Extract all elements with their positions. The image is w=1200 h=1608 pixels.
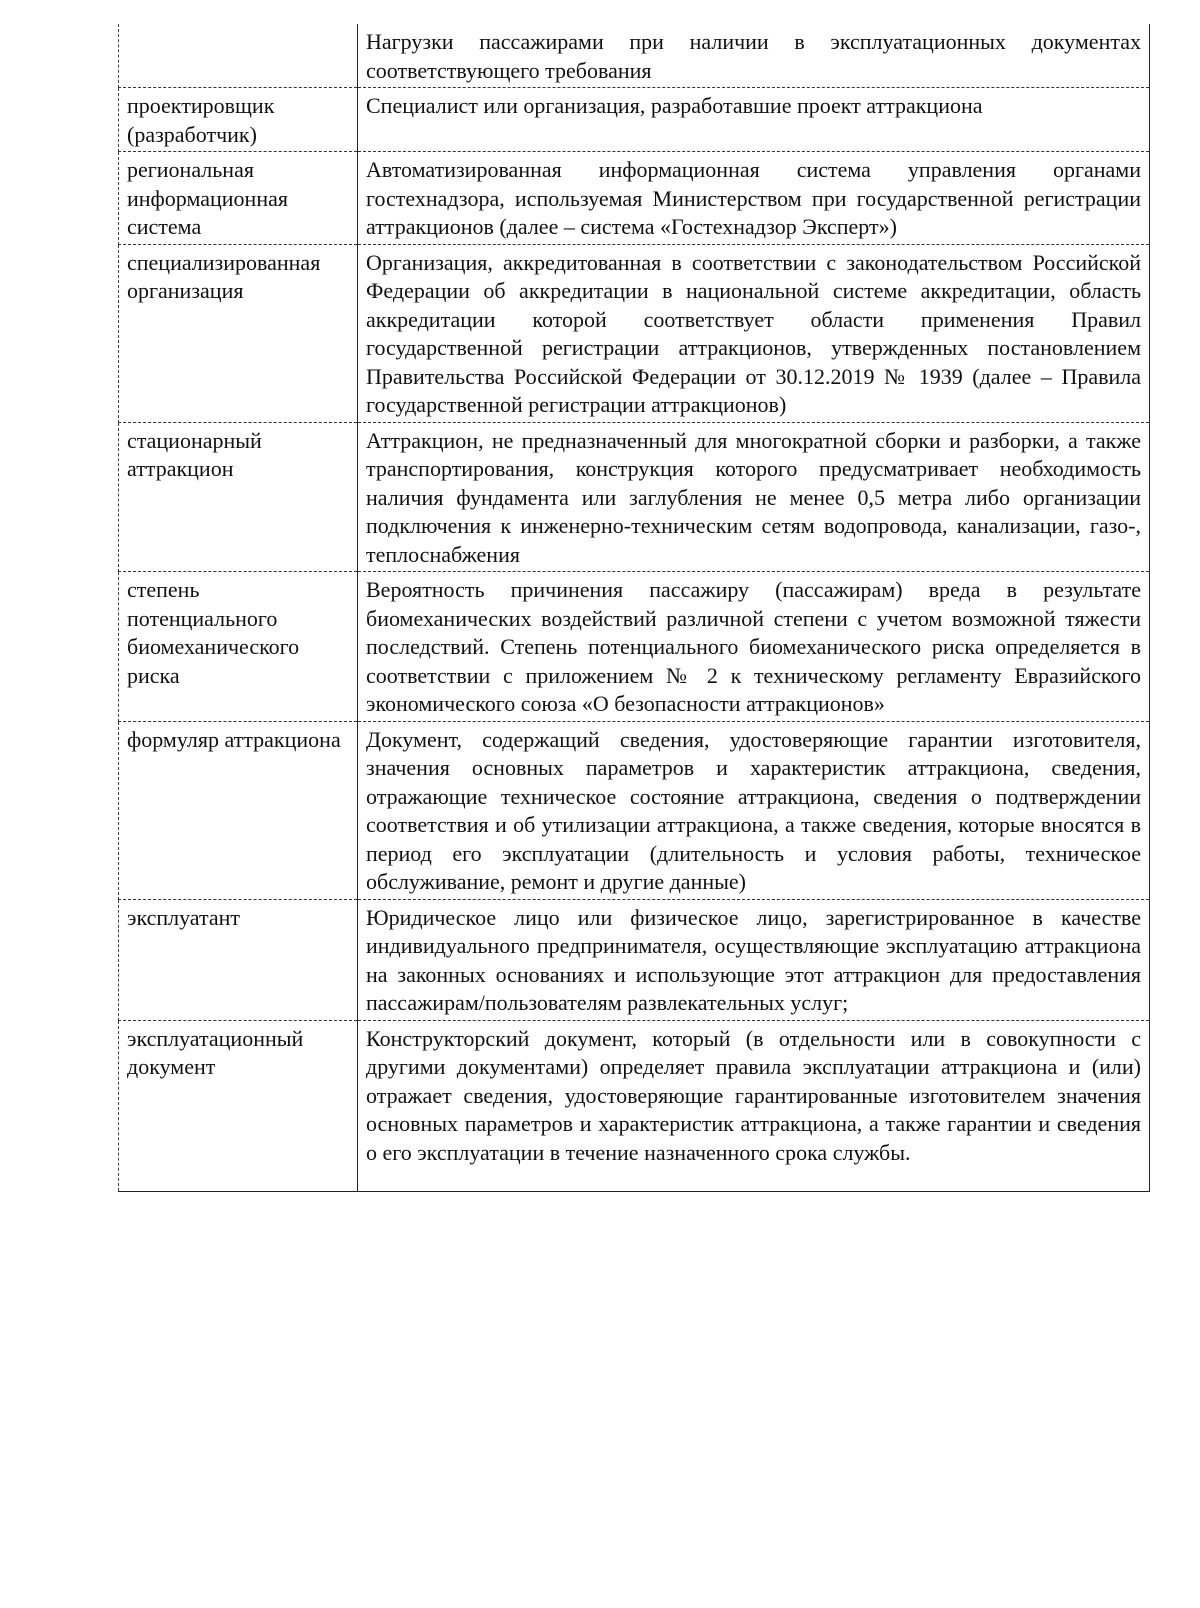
definition-cell: Специалист или организация, разработавшие проект аттракциона: [358, 88, 1150, 152]
definition-cell: Аттракцион, не предназначенный для многократной сборки и разборки, а также транспортирования, конструкция которого предусматривает необходимость наличия фундамента или заглубления не менее 0,5 метра либо организации подключения к инженерно-техническим сетям водопровода, канализации, газо-, теплоснабжения: [358, 422, 1150, 572]
term-cell: степень потенциального биомеханического риска: [119, 572, 358, 722]
table-row: [119, 422, 1150, 572]
term-cell: эксплуатант: [119, 899, 358, 1020]
table-row: [119, 244, 1150, 422]
definitions-table: [118, 24, 1150, 1192]
definition-cell: Вероятность причинения пассажиру (пассажирам) вреда в результате биомеханических воздействий различной степени с учетом возможной тяжести последствий. Степень потенциального биомеханического риска определяется в соответствии с приложением № 2 к техническому регламенту Евразийского экономического союза «О безопасности аттракционов»: [358, 572, 1150, 722]
term-cell: формуляр аттракциона: [119, 721, 358, 899]
definition-cell: Юридическое лицо или физическое лицо, зарегистрированное в качестве индивидуального предпринимателя, осуществляющие эксплуатацию аттракциона на законных основаниях и использующие этот аттракцион для предоставления пассажирам/пользователям развлекательных услуг;: [358, 899, 1150, 1020]
table-row: [119, 24, 1150, 88]
term-cell: региональная информационная система: [119, 152, 358, 245]
definition-cell: Организация, аккредитованная в соответствии с законодательством Российской Федерации об аккредитации в национальной системе аккредитации, область аккредитации которой соответствует области применения Правил государственной регистрации аттракционов, утвержденных постановлением Правительства Российской Федерации от 30.12.2019 № 1939 (далее – Правила государственной регистрации аттракционов): [358, 244, 1150, 422]
definition-cell: Нагрузки пассажирами при наличии в эксплуатационных документах соответствующего требования: [358, 24, 1150, 88]
term-cell: эксплуатационный документ: [119, 1020, 358, 1192]
term-cell: [119, 24, 358, 88]
term-cell: проектировщик (разработчик): [119, 88, 358, 152]
table-row: [119, 88, 1150, 152]
definition-cell: Документ, содержащий сведения, удостоверяющие гарантии изготовителя, значения основных параметров и характеристик аттракциона, сведения, отражающие техническое состояние аттракциона, сведения о подтверждении соответствия и об утилизации аттракциона, а также сведения, которые вносятся в период его эксплуатации (длительность и условия работы, техническое обслуживание, ремонт и другие данные): [358, 721, 1150, 899]
table-row: [119, 899, 1150, 1020]
table-row: [119, 152, 1150, 245]
definition-cell: Автоматизированная информационная система управления органами гостехнадзора, используемая Министерством при государственной регистрации аттракционов (далее – система «Гостехнадзор Эксперт»): [358, 152, 1150, 245]
table-row: [119, 1020, 1150, 1192]
table-row: [119, 572, 1150, 722]
term-cell: стационарный аттракцион: [119, 422, 358, 572]
term-cell: специализированная организация: [119, 244, 358, 422]
table-row: [119, 721, 1150, 899]
definition-cell: Конструкторский документ, который (в отдельности или в совокупности с другими документами) определяет правила эксплуатации аттракциона и (или) отражает сведения, удостоверяющие гарантированные изготовителем значения основных параметров и характеристик аттракциона, а также гарантии и сведения о его эксплуатации в течение назначенного срока службы.: [358, 1020, 1150, 1192]
